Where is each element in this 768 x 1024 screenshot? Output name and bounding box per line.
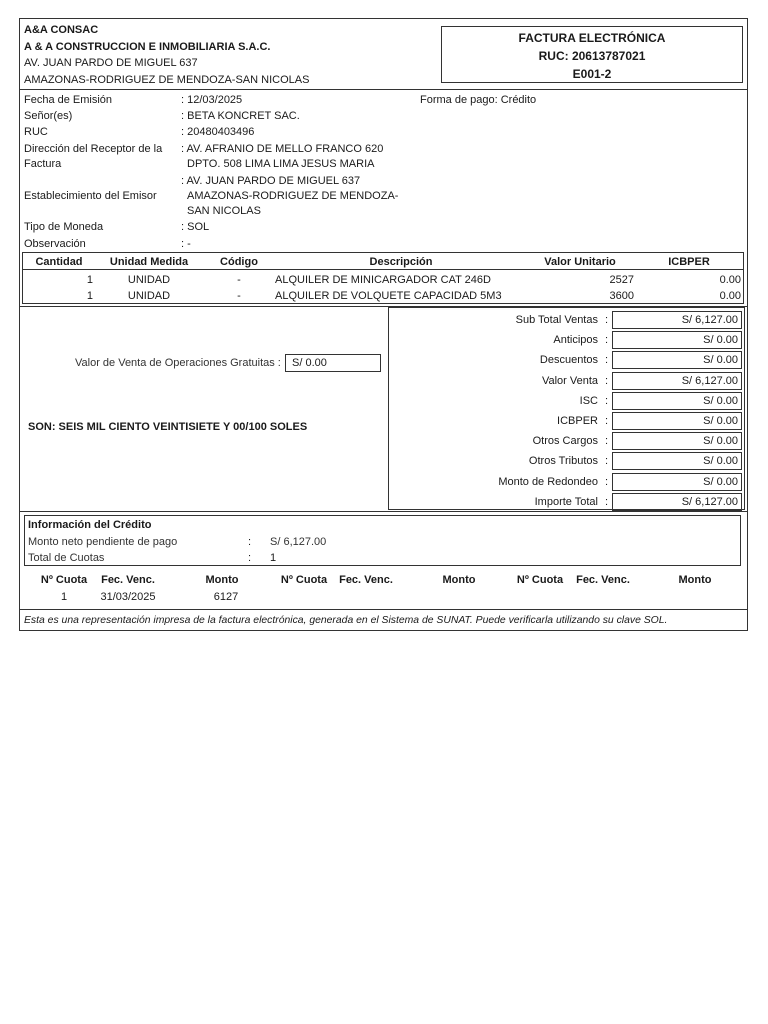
establecimiento-value-2: AMAZONAS-RODRIGUEZ DE MENDOZA- bbox=[187, 190, 399, 202]
senor-value: : BETA KONCRET SAC. bbox=[181, 110, 300, 122]
cuota-header-numero: Nº Cuota bbox=[516, 574, 564, 586]
footer-divider bbox=[20, 609, 747, 610]
items-header-codigo: Código bbox=[220, 256, 258, 268]
item-unidad: UNIDAD bbox=[127, 274, 171, 286]
totals-value: S/ 0.00 bbox=[703, 435, 738, 448]
moneda-value: : SOL bbox=[181, 221, 210, 233]
totals-value: S/ 6,127.00 bbox=[681, 495, 738, 508]
observacion-label: Observación bbox=[24, 238, 86, 250]
invoice-page bbox=[19, 18, 748, 631]
cuota-header-fecha: Fec. Venc. bbox=[576, 574, 630, 586]
cuota-header-monto: Monto bbox=[205, 574, 239, 586]
item-icbper: 0.00 bbox=[719, 274, 741, 286]
totals-value: S/ 0.00 bbox=[703, 334, 738, 347]
item-descripcion: ALQUILER DE MINICARGADOR CAT 246D bbox=[275, 274, 491, 286]
credit-monto-value: S/ 6,127.00 bbox=[270, 536, 327, 548]
totals-label: Sub Total Ventas bbox=[515, 314, 598, 326]
footer-note: Esta es una representación impresa de la factura electrónica, generada en el Sistema de SUNAT. Puede verificarla utilizando su clave SOL. bbox=[24, 615, 668, 626]
totals-value: S/ 0.00 bbox=[703, 394, 738, 407]
totals-value-box bbox=[612, 473, 742, 491]
totals-colon: : bbox=[605, 415, 609, 427]
totals-colon: : bbox=[605, 455, 609, 468]
totals-label: ICBPER bbox=[557, 415, 598, 427]
establecimiento-label: Establecimiento del Emisor bbox=[24, 190, 157, 202]
items-header-cantidad: Cantidad bbox=[35, 256, 83, 268]
amount-in-words: SON: SEIS MIL CIENTO VEINTISIETE Y 00/100 SOLES bbox=[28, 421, 308, 433]
credit-title: Información del Crédito bbox=[28, 519, 152, 531]
item-valor-unitario: 3600 bbox=[609, 290, 634, 302]
totals-value-box bbox=[612, 372, 742, 390]
item-valor-unitario: 2527 bbox=[609, 274, 634, 286]
item-icbper: 0.00 bbox=[719, 290, 741, 302]
issuer-short-name: A&A CONSAC bbox=[24, 24, 99, 36]
totals-value-box bbox=[612, 493, 742, 511]
credit-info-box bbox=[24, 515, 741, 566]
totals-value: S/ 0.00 bbox=[703, 415, 738, 427]
document-title: FACTURA ELECTRÓNICA bbox=[518, 31, 666, 45]
totals-value-box bbox=[612, 351, 742, 369]
direccion-label-2: Factura bbox=[24, 158, 62, 170]
totals-value: S/ 0.00 bbox=[703, 475, 738, 488]
item-unidad: UNIDAD bbox=[127, 290, 171, 302]
totals-value-box bbox=[612, 412, 742, 430]
items-table-header-divider bbox=[22, 269, 744, 270]
fecha-value: : 12/03/2025 bbox=[181, 94, 243, 106]
totals-label: Anticipos bbox=[553, 334, 598, 347]
cuota-header-fecha: Fec. Venc. bbox=[101, 574, 155, 586]
header-divider bbox=[20, 89, 747, 90]
direccion-value-2: DPTO. 508 LIMA LIMA JESUS MARIA bbox=[187, 158, 375, 170]
totals-value-box bbox=[612, 331, 742, 349]
totals-label: Otros Cargos bbox=[532, 435, 598, 448]
gratuitas-value-box bbox=[285, 354, 381, 372]
totals-bottom-divider bbox=[20, 511, 747, 512]
totals-label: Importe Total bbox=[534, 495, 598, 508]
item-cantidad: 1 bbox=[86, 274, 93, 286]
cuota-fecha: 31/03/2025 bbox=[100, 591, 156, 603]
totals-label: Otros Tributos bbox=[528, 455, 598, 468]
totals-value-box bbox=[612, 311, 742, 329]
cuota-header-numero: Nº Cuota bbox=[280, 574, 328, 586]
credit-monto-label: Monto neto pendiente de pago bbox=[28, 536, 178, 548]
totals-label: Monto de Redondeo bbox=[498, 475, 598, 488]
credit-monto-colon: : bbox=[248, 536, 252, 548]
totals-colon: : bbox=[605, 394, 609, 407]
totals-value: S/ 6,127.00 bbox=[681, 374, 738, 387]
document-ruc: RUC: 20613787021 bbox=[538, 49, 646, 63]
item-codigo: - bbox=[237, 290, 241, 302]
issuer-address-line2: AMAZONAS-RODRIGUEZ DE MENDOZA-SAN NICOLAS bbox=[24, 74, 310, 86]
gratuitas-value: S/ 0.00 bbox=[292, 357, 327, 369]
totals-value-box bbox=[612, 432, 742, 450]
totals-colon: : bbox=[605, 435, 609, 448]
item-descripcion: ALQUILER DE VOLQUETE CAPACIDAD 5M3 bbox=[275, 290, 502, 302]
issuer-legal-name: A & A CONSTRUCCION E INMOBILIARIA S.A.C. bbox=[24, 41, 271, 53]
credit-cuotas-value: 1 bbox=[270, 552, 277, 564]
forma-pago: Forma de pago: Crédito bbox=[420, 94, 537, 106]
gratuitas-label: Valor de Venta de Operaciones Gratuitas : bbox=[75, 357, 281, 369]
moneda-label: Tipo de Moneda bbox=[24, 221, 104, 233]
totals-value-box bbox=[612, 452, 742, 470]
totals-colon: : bbox=[605, 475, 609, 488]
establecimiento-value-1: : AV. JUAN PARDO DE MIGUEL 637 bbox=[181, 175, 361, 187]
ruc-value: : 20480403496 bbox=[181, 126, 255, 138]
totals-colon: : bbox=[605, 495, 609, 508]
cuota-monto: 6127 bbox=[213, 591, 239, 603]
items-header-valor-unitario: Valor Unitario bbox=[544, 256, 616, 268]
cuota-header-monto: Monto bbox=[678, 574, 712, 586]
totals-colon: : bbox=[605, 314, 609, 326]
direccion-label-1: Dirección del Receptor de la bbox=[24, 143, 163, 155]
items-header-unidad: Unidad Medida bbox=[109, 256, 189, 268]
senor-label: Señor(es) bbox=[24, 110, 73, 122]
fecha-label: Fecha de Emisión bbox=[24, 94, 113, 106]
cuota-header-monto: Monto bbox=[442, 574, 476, 586]
totals-colon: : bbox=[605, 334, 609, 347]
totals-value: S/ 0.00 bbox=[703, 455, 738, 468]
cuota-header-numero: Nº Cuota bbox=[40, 574, 88, 586]
item-codigo: - bbox=[237, 274, 241, 286]
totals-colon: : bbox=[605, 374, 609, 387]
totals-value: S/ 0.00 bbox=[703, 354, 738, 367]
credit-cuotas-colon: : bbox=[248, 552, 252, 564]
totals-label: ISC bbox=[579, 394, 598, 407]
establecimiento-value-3: SAN NICOLAS bbox=[187, 205, 261, 217]
cuota-header-fecha: Fec. Venc. bbox=[339, 574, 393, 586]
totals-colon: : bbox=[605, 354, 609, 367]
direccion-value-1: : AV. AFRANIO DE MELLO FRANCO 620 bbox=[181, 143, 384, 155]
document-number: E001-2 bbox=[572, 67, 612, 81]
totals-value: S/ 6,127.00 bbox=[681, 314, 738, 326]
ruc-label: RUC bbox=[24, 126, 48, 138]
item-cantidad: 1 bbox=[86, 290, 93, 302]
totals-label: Valor Venta bbox=[541, 374, 598, 387]
cuota-numero: 1 bbox=[60, 591, 68, 603]
totals-value-box bbox=[612, 392, 742, 410]
document-id-box bbox=[441, 26, 743, 83]
totals-label: Descuentos bbox=[539, 354, 598, 367]
credit-cuotas-label: Total de Cuotas bbox=[28, 552, 105, 564]
observacion-value: : - bbox=[181, 238, 191, 250]
items-header-icbper: ICBPER bbox=[668, 256, 710, 268]
items-header-descripcion: Descripción bbox=[369, 256, 433, 268]
issuer-address-line1: AV. JUAN PARDO DE MIGUEL 637 bbox=[24, 57, 198, 69]
